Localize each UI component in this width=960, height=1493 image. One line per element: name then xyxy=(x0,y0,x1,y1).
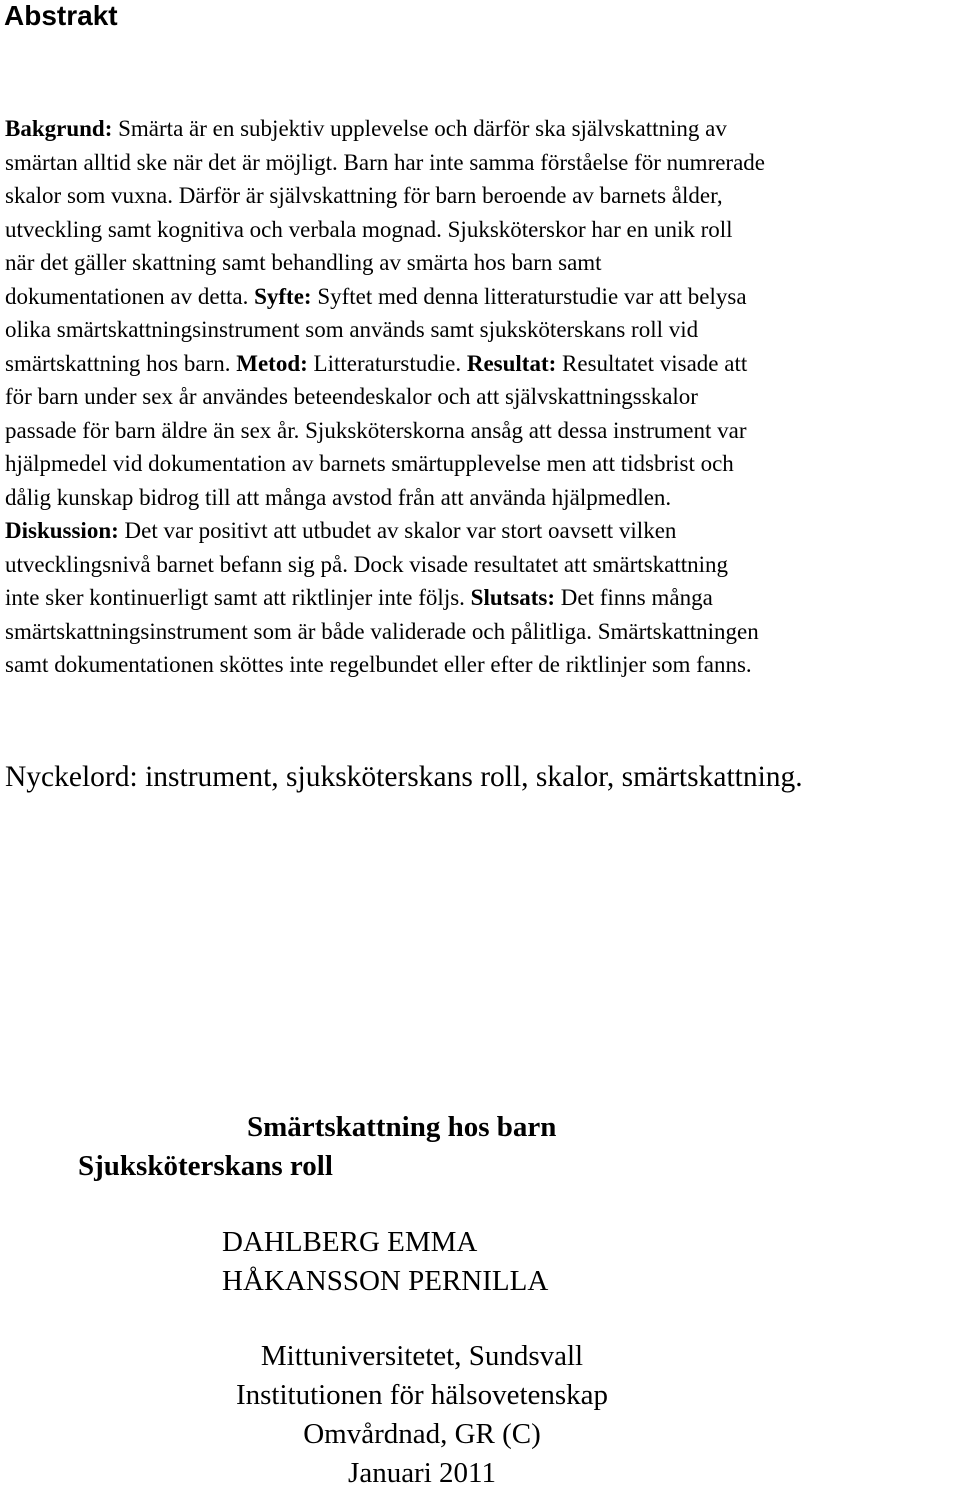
section-label: Syfte: xyxy=(254,283,312,309)
institution-block xyxy=(205,1337,639,1493)
abstract-text: utveckling samt kognitiva och verbala mognad. Sjuksköterskor har en unik roll xyxy=(5,216,733,242)
author-2: HÅKANSSON PERNILLA xyxy=(222,1265,549,1297)
department: Institutionen för hälsovetenskap xyxy=(235,1379,609,1411)
abstract-body xyxy=(5,112,960,682)
abstract-text: Litteraturstudie. xyxy=(307,350,467,376)
abstract-text: Smärta är en subjektiv upplevelse och därför ska självskattning av xyxy=(112,116,727,141)
abstract-text: olika smärtskattningsinstrument som används samt sjuksköterskans roll vid xyxy=(5,317,699,342)
abstract-line xyxy=(5,648,960,682)
title-line-2: Sjuksköterskans roll xyxy=(78,1150,333,1182)
abstract-line xyxy=(5,548,960,582)
abstract-line xyxy=(5,414,960,448)
abstract-text: smärtskattningsinstrument som är både validerade och pålitliga. Smärtskattningen xyxy=(5,618,759,644)
abstract-text: för barn under sex år användes beteendeskalor och att självskattningsskalor xyxy=(5,384,698,409)
abstract-text: passade för barn äldre än sex år. Sjuksköterskorna ansåg att dessa instrument var xyxy=(5,417,747,443)
abstract-line xyxy=(5,313,960,347)
section-label: Metod: xyxy=(236,350,308,376)
abstract-line xyxy=(5,514,960,548)
abstract-text: Det finns många xyxy=(555,585,713,610)
section-label: Diskussion: xyxy=(5,518,119,543)
university: Mittuniversitetet, Sundsvall xyxy=(260,1340,584,1372)
abstract-line xyxy=(5,213,960,247)
abstract-text: Syftet med denna litteraturstudie var att belysa xyxy=(311,283,747,309)
abstract-text: smärtan alltid ske när det är möjligt. Barn har inte samma förståelse för numrerade xyxy=(5,149,766,175)
page-heading: Abstrakt xyxy=(4,0,118,31)
date: Januari 2011 xyxy=(348,1457,496,1489)
section-label: Slutsats: xyxy=(470,585,556,610)
abstract-text: inte sker kontinuerligt samt att riktlinjer inte följs. xyxy=(5,585,471,610)
abstract-text: dokumentationen av detta. xyxy=(5,283,255,309)
abstract-text: dålig kunskap bidrog till att många avstod från att använda hjälpmedlen. xyxy=(5,484,672,510)
abstract-line xyxy=(5,447,960,481)
abstract-text: samt dokumentationen sköttes inte regelbundet eller efter de riktlinjer som fanns. xyxy=(5,652,752,677)
abstract-text: smärtskattning hos barn. xyxy=(5,350,237,376)
abstract-line xyxy=(5,112,960,146)
abstract-text: skalor som vuxna. Därför är självskattning för barn beroende av barnets ålder, xyxy=(5,183,723,208)
abstract-line xyxy=(5,246,960,280)
abstract-line xyxy=(5,347,960,381)
abstract-line xyxy=(5,481,960,515)
abstract-text: när det gäller skattning samt behandling av smärta hos barn samt xyxy=(5,250,602,275)
title-line-1: Smärtskattning hos barn xyxy=(247,1111,557,1143)
section-label: Resultat: xyxy=(466,350,557,376)
section-label: Bakgrund: xyxy=(5,116,113,141)
author-1: DAHLBERG EMMA xyxy=(222,1226,478,1258)
course: Omvårdnad, GR (C) xyxy=(303,1418,541,1450)
abstract-line xyxy=(5,380,960,414)
abstract-text: Resultatet visade att xyxy=(556,350,748,376)
abstract-line xyxy=(5,280,960,314)
abstract-line xyxy=(5,179,960,213)
abstract-line xyxy=(5,146,960,180)
abstract-line xyxy=(5,615,960,649)
abstract-text: utvecklingsnivå barnet befann sig på. Dock visade resultatet att smärtskattning xyxy=(5,551,729,577)
abstract-text: Det var positivt att utbudet av skalor var stort oavsett vilken xyxy=(118,518,677,543)
abstract-line xyxy=(5,581,960,615)
keywords: Nyckelord: instrument, sjuksköterskans roll, skalor, smärtskattning. xyxy=(5,761,803,793)
abstract-text: hjälpmedel vid dokumentation av barnets smärtupplevelse men att tidsbrist och xyxy=(5,451,734,476)
